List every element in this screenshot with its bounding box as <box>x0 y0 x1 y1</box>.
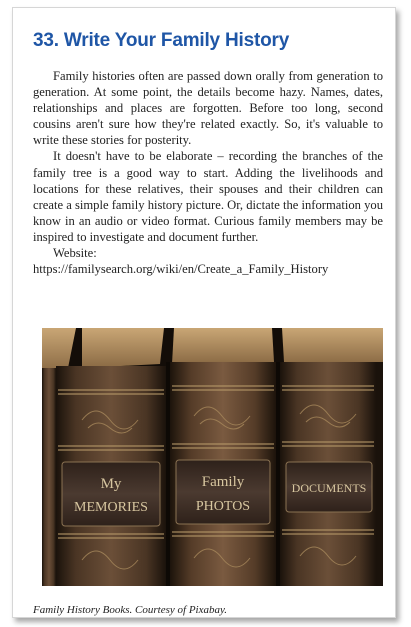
page-card <box>12 7 396 618</box>
paragraph-how-to: It doesn't have to be elaborate – recording the branches of the family tree is a good way to start. Adding the livelihoods and locations for these relatives, their spouses and their children can create a simple family history picture. Or, dictate the information you know in an audio or video format. Curious family members may be inspired to investigate and document further. <box>33 149 383 244</box>
article-body <box>33 68 383 277</box>
family-history-books-photo <box>42 328 383 586</box>
section-heading: 33. Write Your Family History <box>33 30 290 51</box>
photo-caption: Family History Books. Courtesy of Pixabay. <box>33 604 227 616</box>
book-title-my: My <box>100 476 122 492</box>
paragraph-website: Website: https://familysearch.org/wiki/en/Create_a_Family_History <box>33 246 329 277</box>
paragraph-intro: Family histories often are passed down orally from generation to generation. At some point, the details become hazy. Names, dates, relationships and places are forgotten. Before too long, second cousins aren't sure how they're related exactly. So, it's valuable to write these stories for posterity. <box>33 69 383 148</box>
book-title-documents: DOCUMENTS <box>291 481 367 495</box>
book-title-photos: PHOTOS <box>195 499 251 514</box>
book-title-memories: MEMORIES <box>74 500 148 515</box>
book-spine-left-edge <box>42 368 56 586</box>
book-title-family: Family <box>201 474 245 490</box>
